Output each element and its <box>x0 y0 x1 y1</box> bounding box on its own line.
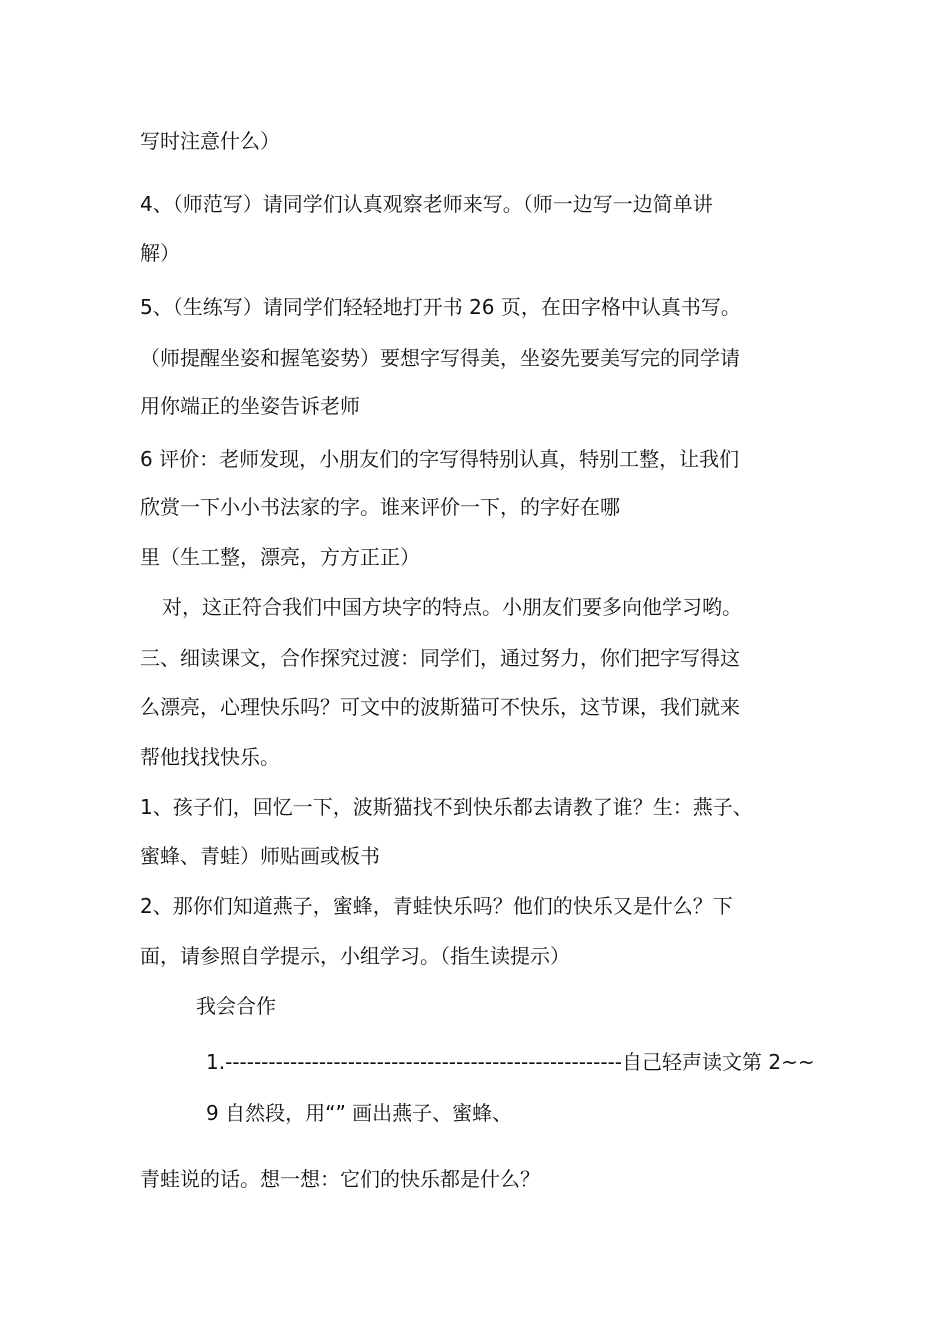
text-line: 欣赏一下小小书法家的字。谁来评价一下，的字好在哪 <box>140 495 620 519</box>
text-line: （师提醒坐姿和握笔姿势）要想字写得美，坐姿先要美写完的同学请 <box>140 346 740 370</box>
text-line: 1.-------------------------------------------------------自己轻声读文第 2~~ <box>206 1050 815 1074</box>
text-line: 写时注意什么） <box>140 129 280 153</box>
text-line: 蜜蜂、青蛙）师贴画或板书 <box>140 844 380 868</box>
text-line: 解） <box>140 241 180 265</box>
text-line: 1、孩子们，回忆一下，波斯猫找不到快乐都去请教了谁？生：燕子、 <box>140 795 753 819</box>
text-line: 对，这正符合我们中国方块字的特点。小朋友们要多向他学习哟。 <box>162 595 742 619</box>
text-line: 5、（生练写）请同学们轻轻地打开书 26 页，在田字格中认真书写。 <box>140 295 741 319</box>
text-line: 9 自然段，用“” 画出燕子、蜜蜂、 <box>206 1101 513 1125</box>
text-line: 帮他找找快乐。 <box>140 745 280 769</box>
text-line: 青蛙说的话。想一想：它们的快乐都是什么？ <box>140 1167 540 1191</box>
text-line: 面，请参照自学提示，小组学习。（指生读提示） <box>140 944 570 968</box>
text-line: 用你端正的坐姿告诉老师 <box>140 394 360 418</box>
section-heading: 我会合作 <box>196 994 276 1018</box>
text-line: 三、细读课文，合作探究过渡：同学们，通过努力，你们把字写得这 <box>140 646 740 670</box>
text-line: 4、（师范写）请同学们认真观察老师来写。（师一边写一边简单讲 <box>140 192 713 216</box>
text-line: 么漂亮，心理快乐吗？可文中的波斯猫可不快乐，这节课，我们就来 <box>140 695 740 719</box>
text-line: 6 评价：老师发现，小朋友们的字写得特别认真，特别工整，让我们 <box>140 447 740 471</box>
text-line: 2、那你们知道燕子，蜜蜂，青蛙快乐吗？他们的快乐又是什么？下 <box>140 894 733 918</box>
text-line: 里（生工整，漂亮，方方正正） <box>140 545 420 569</box>
